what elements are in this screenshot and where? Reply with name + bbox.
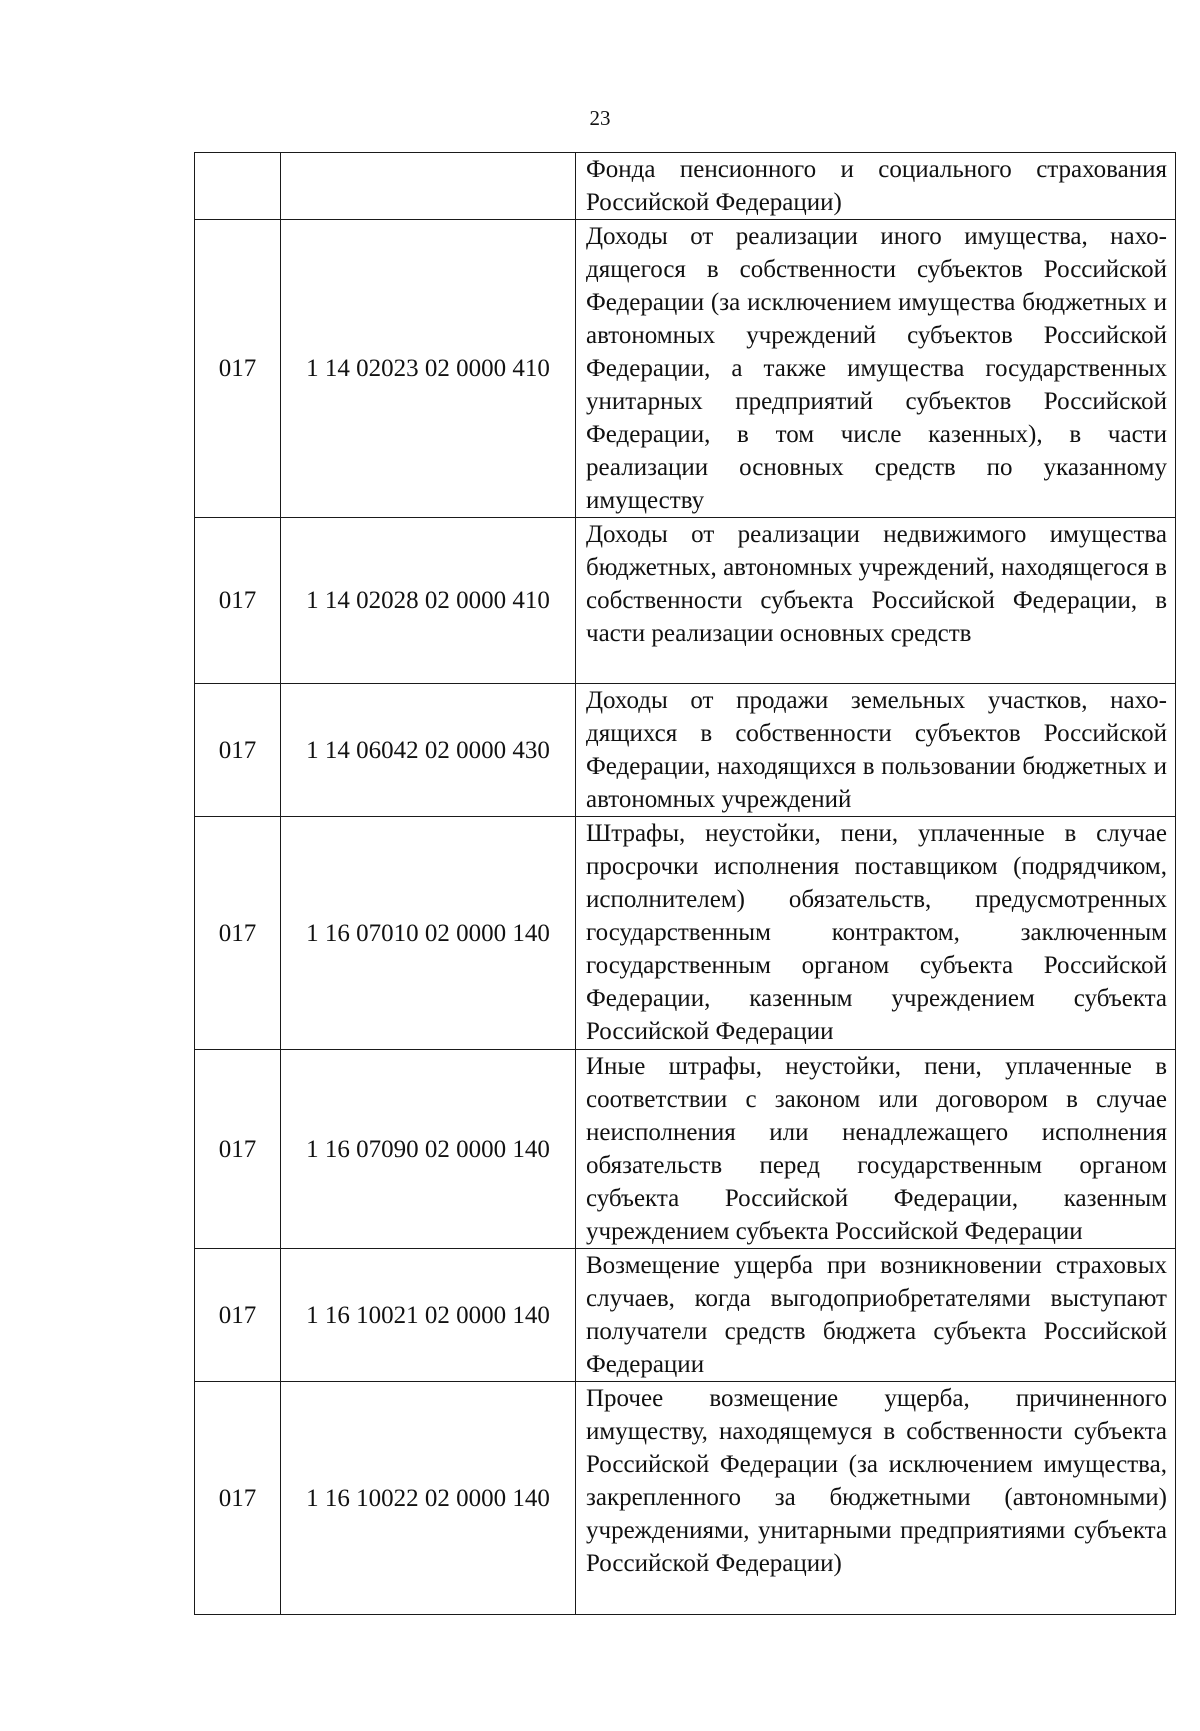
revenue-name-cell: Прочее возмещение ущерба, причиненного имуществу, находящемуся в собственности субъекта Российской Федерации (за исключением имущества, закрепленного за бюджетными (автономными) учреждениями, унитарными предприятиями субъекта Российской Федерации) <box>576 1382 1176 1615</box>
budget-code-cell: 1 14 02028 02 0000 410 <box>281 518 576 684</box>
table-row <box>195 518 1176 684</box>
revenue-name-cell: Доходы от реализации недвижимого имущества бюджетных, автономных учреждений, находящегося в собственности субъекта Российской Федерации, в части реализации основных средств <box>576 518 1176 684</box>
table-row <box>195 1249 1176 1382</box>
revenue-name-cell: Штрафы, неустойки, пени, уплаченные в случае просрочки исполнения поставщиком (подрядчиком, исполнителем) обязательств, предусмотренных государственным контрактом, заключенным государственным органом субъекта Российской Федерации, казенным учреждением субъекта Российской Федерации <box>576 817 1176 1050</box>
table-row <box>195 220 1176 518</box>
admin-code-cell: 017 <box>195 1249 281 1382</box>
admin-code-cell: 017 <box>195 817 281 1050</box>
budget-code-cell: 1 16 07090 02 0000 140 <box>281 1050 576 1249</box>
page-number: 23 <box>589 106 611 130</box>
table-row <box>195 817 1176 1050</box>
budget-code-cell: 1 16 10021 02 0000 140 <box>281 1249 576 1382</box>
revenue-name-cell: Доходы от реализации иного имущества, находящегося в собственности субъектов Российской Федерации (за исключением имущества бюджетных и автономных учреждений субъектов Российской Федерации, а также имущества государственных унитарных предприятий субъектов Российской Федерации, в том числе казенных), в части реализации основных средств по указанному имуществу <box>576 220 1176 518</box>
table-row <box>195 1382 1176 1615</box>
revenue-name-cell: Иные штрафы, неустойки, пени, уплаченные в соответствии с законом или договором в случае неисполнения или ненадлежащего исполнения обязательств перед государственным органом субъекта Российской Федерации, казенным учреждением субъекта Российской Федерации <box>576 1050 1176 1249</box>
revenue-name-cell: Доходы от продажи земельных участков, находящихся в собственности субъектов Российской Федерации, находящихся в пользовании бюджетных и автономных учреждений <box>576 684 1176 817</box>
table-row <box>195 1050 1176 1249</box>
budget-code-cell: 1 16 07010 02 0000 140 <box>281 817 576 1050</box>
table-row <box>195 684 1176 817</box>
admin-code-cell: 017 <box>195 684 281 817</box>
revenue-name-cell: Возмещение ущерба при возникновении страховых случаев, когда выгодоприобретателями выступают получатели средств бюджета субъекта Российской Федерации <box>576 1249 1176 1382</box>
table-row <box>195 153 1176 220</box>
admin-code-cell: 017 <box>195 1382 281 1615</box>
budget-code-cell: 1 14 02023 02 0000 410 <box>281 220 576 518</box>
admin-code-cell: 017 <box>195 220 281 518</box>
revenue-name-cell: Фонда пенсионного и социального страхования Российской Федерации) <box>576 153 1176 220</box>
admin-code-cell: 017 <box>195 1050 281 1249</box>
budget-codes-table <box>194 152 1176 1615</box>
budget-code-cell: 1 16 10022 02 0000 140 <box>281 1382 576 1615</box>
budget-code-cell: 1 14 06042 02 0000 430 <box>281 684 576 817</box>
admin-code-cell <box>195 153 281 220</box>
budget-code-cell <box>281 153 576 220</box>
admin-code-cell: 017 <box>195 518 281 684</box>
